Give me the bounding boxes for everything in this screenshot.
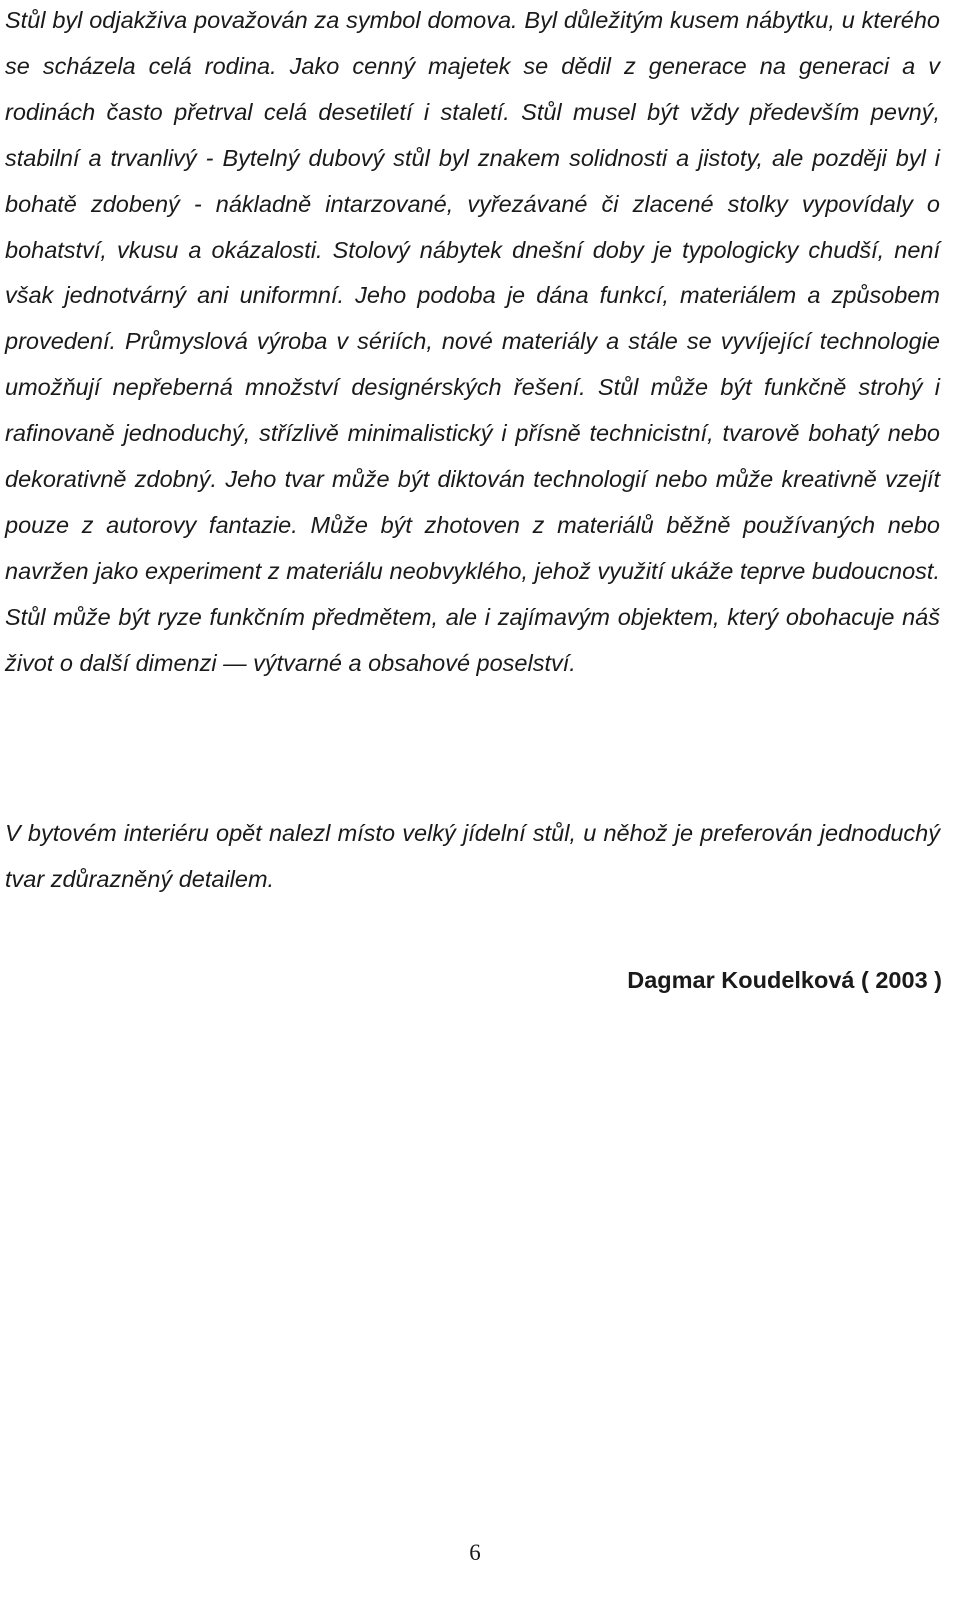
page-number: 6 <box>469 1540 481 1565</box>
author-signature: Dagmar Koudelková ( 2003 ) <box>627 967 942 993</box>
body-paragraph-1: Stůl byl odjakživa považován za symbol domova. Byl důležitým kusem nábytku, u kterého se scházela celá rodina. Jako cenný majetek se dědil z generace na generaci a v rodinách často přetrval celá desetiletí i staletí. Stůl musel být vždy především pevný, stabilní a trvanlivý - Bytelný dubový stůl byl znakem solidnosti a jistoty, ale později byl i bohatě zdobený - nákladně intarzované, vyřezávané či zlacené stolky vypovídaly o bohatství, vkusu a okázalosti. Stolový nábytek dnešní doby je typologicky chudší, není však jednotvárný ani uniformní. Jeho podoba je dána funkcí, materiálem a způsobem provedení. Průmyslová výroba v sériích, nové materiály a stále se vyvíjející technologie umožňují nepřeberná množství designérských řešení. Stůl může být funkčně strohý i rafinovaně jednoduchý, střízlivě minimalistický i přísně technicistní, tvarově bohatý nebo dekorativně zdobný. Jeho tvar může být diktován technologií nebo může kreativně vzejít pouze z autorovy fantazie. Může být zhotoven z materiálů běžně používaných nebo navržen jako experiment z materiálu neobvyklého, jehož využití ukáže teprve budoucnost. Stůl může být ryze funkčním předmětem, ale i zajímavým objektem, který obohacuje náš život o další dimenzi — výtvarné a obsahové poselství. <box>5 7 940 676</box>
body-paragraph-2: V bytovém interiéru opět nalezl místo velký jídelní stůl, u něhož je preferován jednoduchý tvar zdůrazněný detailem. <box>5 820 940 892</box>
